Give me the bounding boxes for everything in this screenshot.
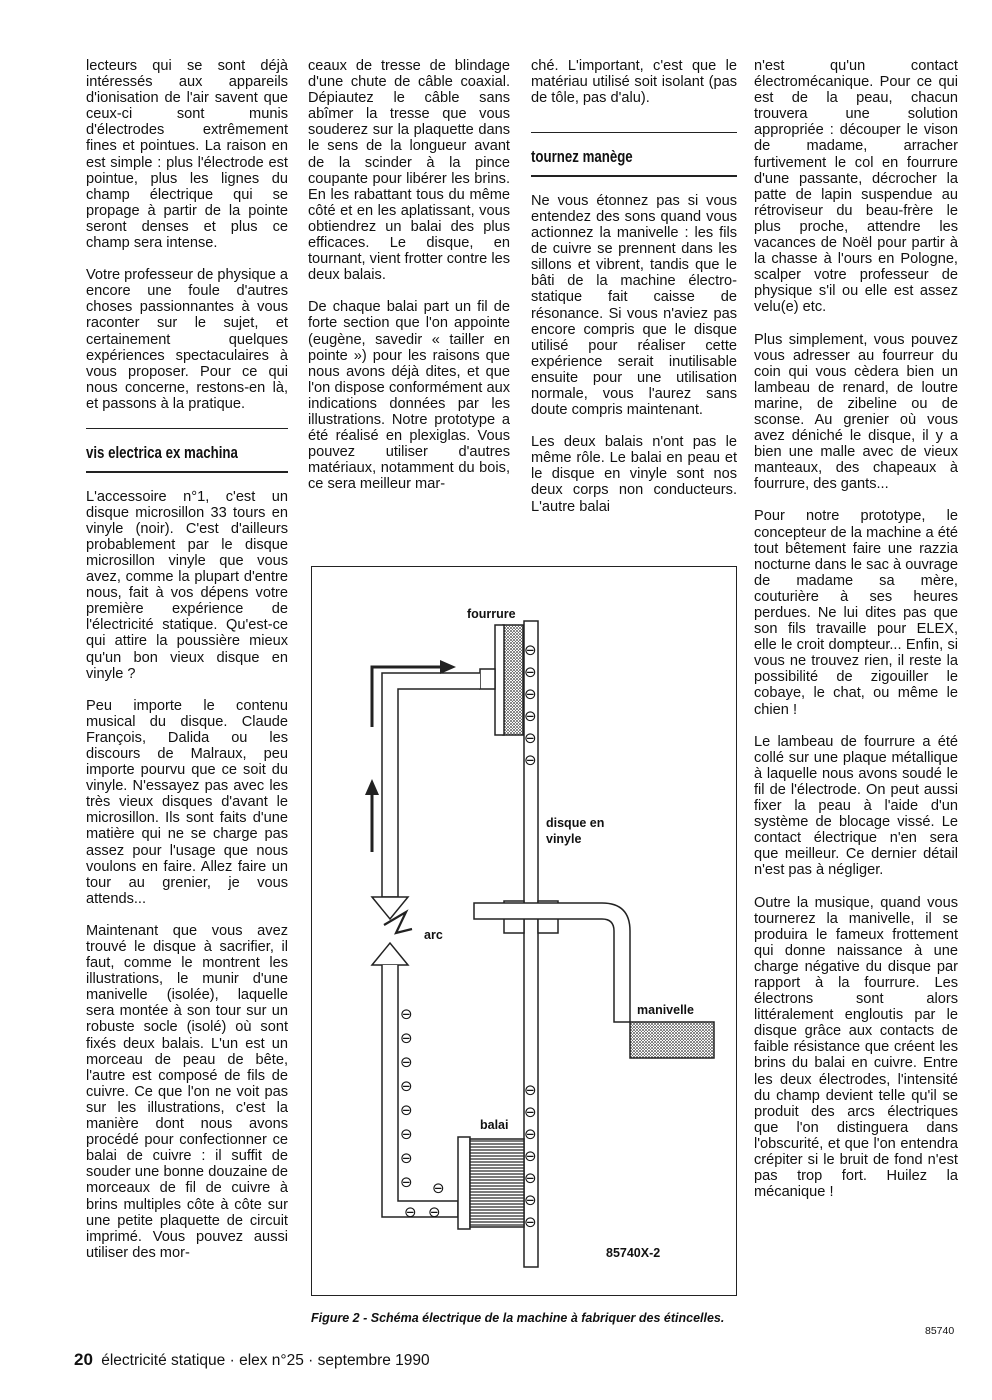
text-column-3 — [531, 58, 737, 531]
minus-charge: ⊖ — [428, 1203, 441, 1221]
label-fourrure: fourrure — [467, 607, 516, 621]
section-heading-vis-electrica: vis electrica ex machina — [86, 442, 238, 462]
page-footer — [74, 1350, 430, 1370]
minus-charge: ⊖ — [524, 729, 537, 747]
label-balai: balai — [480, 1118, 509, 1132]
page-number: 20 — [74, 1350, 93, 1369]
paragraph: ceaux de tresse de blindage d'une chute de câble coaxial. Dépiautez le câble sans abîmer la tresse que vous souderez sur la plaquette dans le sens de la longueur avant de la scinder à la pince coupante pour libérer les brins. En les rabattant tous du même côté et en les aplatissant, vous obtiendrez un balai des plus efficaces. Le disque, en tournant, vient frotter contre les deux balais. — [308, 58, 510, 284]
paragraph: Plus simplement, vous pouvez vous adresser au fourreur du coin qui vous cèdera bien un lambeau de renard, de loutre marine, de zibeline ou de sconse. Au grenier où vous avez déniché le disque, il y a bien une malle avec de vieux manteaux, des chapeaux à fourrure, des gants... — [754, 331, 958, 493]
text-column-4 — [754, 58, 958, 1216]
section-rule — [86, 471, 288, 473]
paragraph: Les deux balais n'ont pas le même rôle. Le balai en peau et le disque en vinyle sont nos deux corps non conducteurs. L'autre balai — [531, 434, 737, 515]
figure-schematic — [311, 566, 737, 1296]
paragraph: Pour notre prototype, le concepteur de la machine a été tout bêtement faire une razzia nocturne dans le sac à ouvrage de madame sa mère, couturière à ses heures perdues. Ne lui dites pas que son fils travaille pour ELEX, elle le croit dompteur... Enfin, si vous ne trouvez rien, il reste la possibilité de zigouiller le cobaye, le chat, ou même le chien ! — [754, 508, 958, 718]
label-disque-line2: vinyle — [546, 832, 582, 846]
crank-handle — [630, 1022, 714, 1058]
paragraph: L'accessoire n°1, c'est un disque microsillon 33 tours en vinyle (noir). C'est d'ailleurs probablement par le disque microsillon vinyle que vous avez, comme la plupart d'entre nous, fait à vos dépens votre première expérience de l'électricité statique. Qu'est-ce qui attire la poussière mieux qu'un bon vieux disque en vinyle ? — [86, 488, 288, 682]
copper-brush-mount — [458, 1137, 470, 1229]
paragraph: ché. L'important, c'est que le matériau utilisé soit isolant (pas de tôle, pas d'alu). — [531, 58, 737, 107]
label-manivelle: manivelle — [637, 1003, 694, 1017]
fur-mount — [495, 625, 504, 735]
figure-caption: Figure 2 - Schéma électrique de la machine à fabriquer des étincelles. — [311, 1311, 725, 1325]
minus-charge: ⊖ — [400, 1005, 413, 1023]
paragraph: n'est qu'un contact électromécanique. Pour ce qui est de la peau, chacun trouvera une solution appropriée : découper le vison de madame, arracher furtivement le col en fourrure d'une passante, décrocher la patte de lapin suspendue au rétroviseur du beau-frère le plus proche, attendre les vacances de Noël pour partir à la chasse à l'ours en Pologne, scalper votre professeur de physique s'il ou elle est assez velu(e) etc. — [754, 58, 958, 316]
section-rule — [531, 175, 737, 177]
footer-text: électricité statique · elex n°25 · septembre 1990 — [101, 1352, 430, 1369]
paragraph: Le lambeau de fourrure a été collé sur une plaque métallique à laquelle nous avons soudé le fil de l'électrode. On peut aussi fixer la peau à l'aide d'un système de blocage vissé. Le contact électrique n'en sera que meilleur. Ce dernier détail n'est pas à négliger. — [754, 733, 958, 879]
section-rule — [86, 428, 288, 429]
article-code: 85740 — [925, 1325, 955, 1337]
minus-charge: ⊖ — [524, 1191, 537, 1209]
minus-charge: ⊖ — [404, 1203, 417, 1221]
lower-electrode-wire — [372, 943, 458, 1217]
current-arrow-left — [365, 779, 379, 852]
figure-code: 85740X-2 — [606, 1246, 661, 1260]
section-heading-tournez-manege: tournez manège — [531, 147, 633, 167]
minus-charge: ⊖ — [524, 1103, 537, 1121]
schematic-diagram — [312, 567, 738, 1297]
minus-charge: ⊖ — [524, 1169, 537, 1187]
section-rule — [531, 132, 737, 133]
minus-charge: ⊖ — [524, 685, 537, 703]
fur-pad — [503, 625, 523, 735]
minus-charge: ⊖ — [524, 641, 537, 659]
paragraph: Outre la musique, quand vous tournerez la manivelle, il se produira le fameux frottement qui donne naissance à une charge négative du disque par rapport à la fourrure. Les électrons sont alors littéralement engloutis par le disque grâce aux contacts de faible résistance que créent les brins du balai en cuivre. Entre les deux électrodes, l'intensité du champ devient telle qu'il se produit des arcs électriques que l'on distinguera dans l'obscurité, et que l'on entendra crépiter si le bruit de fond n'est pas trop fort. Huilez la mécanique ! — [754, 894, 958, 1201]
minus-charge: ⊖ — [524, 663, 537, 681]
paragraph: Ne vous étonnez pas si vous entendez des sons quand vous actionnez la manivelle : les fils de cuivre se prennent dans les sillons et vibrent, tandis que le bâti de la machine électro-statique fait caisse de résonance. Si vous n'aviez pas encore compris que le disque utilisé pour réaliser cette expérience serait inutilisable ensuite pour une utilisation normale, vous l'aurez sans doute compris maintenant. — [531, 192, 737, 419]
paragraph: De chaque balai part un fil de forte section que l'on appointe (eugène, savedir « tailler en pointe ») pour les raisons que nous avons déjà dites, et que l'on dispose conformément aux indications données par les illustrations. Notre prototype a été réalisé en plexiglas. Vous pouvez utiliser d'autres matériaux, notamment du bois, ce sera meilleur mar- — [308, 299, 510, 493]
minus-charge: ⊖ — [524, 1147, 537, 1165]
paragraph: Peu importe le contenu musical du disque. Claude François, Dalida ou les discours de Malraux, peu importe pourvu que ce soit du vinyle. N'essayez pas avec les très vieux disques d'avant le microsillon. Ils sont faits d'une matière qui ne se charge pas assez pour l'usage que nous voulons en faire. Allez faire un tour au grenier, je vous attends... — [86, 697, 288, 907]
paragraph: Maintenant que vous avez trouvé le disque à sacrifier, il faut, comme le montrent les illustrations, le munir d'une manivelle (isolée), laquelle sera montée à son tour sur un robuste socle (isolé) où sont fixés deux balais. L'un est un morceau de peau de bête, l'autre est composé de fils de cuivre. Ce que l'on ne voit pas sur les illustrations, c'est la manière dont nous avons procédé pour confectionner ce balai de cuivre : il suffit de souder une bonne douzaine de morceaux de fil de cuivre à brins multiples côte à côte sur une petite plaquette de circuit imprimé. Vous pouvez aussi utiliser des mor- — [86, 922, 288, 1261]
minus-charge: ⊖ — [400, 1029, 413, 1047]
minus-charge: ⊖ — [524, 1081, 537, 1099]
minus-charge: ⊖ — [400, 1053, 413, 1071]
label-disque-line1: disque en — [546, 816, 605, 830]
minus-charge: ⊖ — [400, 1149, 413, 1167]
minus-charge: ⊖ — [432, 1179, 445, 1197]
label-arc: arc — [424, 928, 443, 942]
minus-charge: ⊖ — [400, 1173, 413, 1191]
copper-brush — [470, 1139, 524, 1227]
crank-axle — [474, 901, 630, 1022]
paragraph: lecteurs qui se sont déjà intéressés aux appareils d'ionisation de l'air savent que ceux-ci sont munis d'électrodes extrêmement fines et pointues. La raison en est simple : plus l'électrode est pointue, plus les lignes du champ électrique qui se propage à partir de la pointe seront denses et plus ce champ sera intense. — [86, 58, 288, 252]
text-column-1 — [86, 58, 288, 1277]
minus-charge: ⊖ — [400, 1077, 413, 1095]
text-column-2 — [308, 58, 510, 508]
minus-charge: ⊖ — [524, 751, 537, 769]
disc-charges-bottom — [524, 1081, 537, 1231]
minus-charge: ⊖ — [400, 1125, 413, 1143]
minus-charge: ⊖ — [524, 1125, 537, 1143]
minus-charge: ⊖ — [400, 1101, 413, 1119]
minus-charge: ⊖ — [524, 707, 537, 725]
wire-charges — [400, 1005, 445, 1221]
upper-electrode-wire — [372, 669, 495, 919]
paragraph: Votre professeur de physique a encore une foule d'autres choses passionnantes à vous raconter sur le sujet, et certainement quelques expériences spectaculaires à vous proposer. Pour ce qui nous concerne, restons-en là, et passons à la pratique. — [86, 267, 289, 412]
minus-charge: ⊖ — [524, 1213, 537, 1231]
